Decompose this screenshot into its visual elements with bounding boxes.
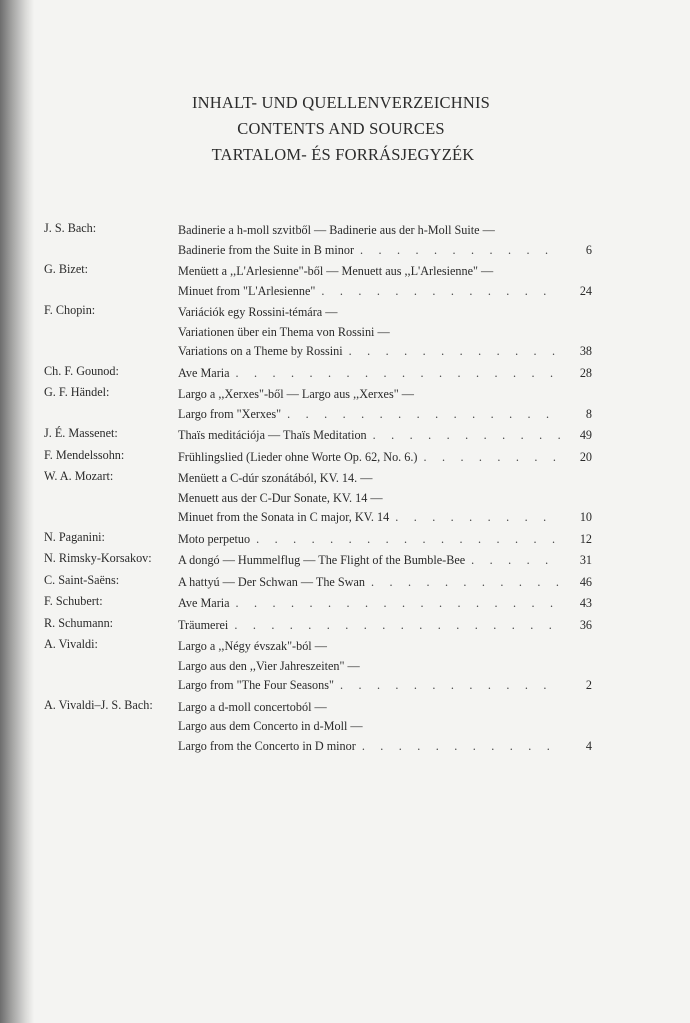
dot-leader (389, 508, 562, 528)
contents-entry (44, 637, 592, 696)
dot-leader (417, 448, 562, 468)
title-line (178, 594, 592, 614)
dot-leader (230, 594, 562, 614)
page-number: 6 (585, 242, 592, 257)
heading-german: INHALT- UND QUELLENVERZEICHNIS (191, 93, 491, 112)
piece-title: Träumerei (178, 617, 229, 632)
piece-title: Largo a d-moll concertoból — (178, 699, 327, 714)
contents-entry (44, 616, 592, 636)
page-number: 12 (579, 531, 592, 546)
title-line (178, 469, 592, 489)
composer-name: A. Vivaldi–J. S. Bach: (44, 697, 153, 712)
composer-name: R. Schumann: (44, 615, 114, 630)
title-line (178, 303, 592, 323)
dot-leader (334, 676, 562, 696)
contents-entry (44, 426, 592, 446)
piece-title: Menuett aus der C-Dur Sonate, KV. 14 — (178, 490, 383, 505)
title-line (178, 241, 592, 261)
piece-title: Minuet from the Sonata in C major, KV. 14 (178, 510, 390, 524)
dot-leader (354, 241, 562, 261)
page-number: 31 (579, 553, 592, 567)
page-number: 10 (579, 510, 592, 524)
dot-leader (315, 282, 562, 302)
title-line (178, 489, 592, 509)
dot-leader (367, 426, 562, 446)
page-number: 46 (579, 574, 592, 589)
title-line (178, 698, 592, 718)
piece-title: Menüett a C-dúr szonátából, KV. 14. — (178, 471, 373, 485)
title-line (178, 616, 592, 636)
piece-title: A dongó — Hummelflug — The Flight of the Bumble-Bee (178, 553, 466, 567)
title-line (178, 717, 592, 737)
piece-title: Variációk egy Rossini-témára — (178, 305, 338, 319)
piece-title: Largo from "Xerxes" (178, 406, 282, 421)
piece-title: Badinerie a h-moll szvitből — Badinerie aus der h-Moll Suite — (178, 223, 495, 237)
dot-leader (343, 342, 562, 362)
composer-name: W. A. Mozart: (44, 469, 114, 483)
piece-title: Ave Maria (178, 596, 230, 610)
composer-name: N. Rimsky-Korsakov: (44, 551, 152, 565)
title-line (178, 426, 592, 446)
dot-leader (250, 530, 562, 550)
page-number: 49 (579, 428, 592, 442)
composer-name: N. Paganini: (44, 529, 105, 544)
composer-name: Ch. F. Gounod: (44, 363, 119, 378)
composer-name: C. Saint-Saëns: (44, 572, 120, 587)
dot-leader (230, 364, 562, 384)
piece-title: Moto perpetuo (178, 531, 251, 546)
contents-entry (44, 573, 592, 593)
heading-hungarian: TARTALOM- ÉS FORRÁSJEGYZÉK (211, 145, 475, 164)
title-line (178, 342, 592, 362)
contents-entry (44, 448, 592, 468)
contents-entry (44, 303, 592, 362)
composer-name: F. Schubert: (44, 594, 103, 608)
piece-title: Variationen über ein Thema von Rossini — (178, 324, 390, 339)
contents-entry (44, 262, 592, 301)
piece-title: Badinerie from the Suite in B minor (178, 242, 355, 257)
composer-name: J. S. Bach: (44, 221, 97, 235)
title-line (178, 405, 592, 425)
title-line (178, 364, 592, 384)
dot-leader (356, 737, 562, 757)
page-number: 28 (579, 365, 592, 380)
contents-entry (44, 385, 592, 424)
composer-name: G. Bizet: (44, 262, 89, 276)
piece-title: Largo from "The Four Seasons" (178, 678, 334, 692)
piece-title: Variations on a Theme by Rossini (178, 344, 343, 358)
contents-entry (44, 364, 592, 384)
contents-entry (44, 551, 592, 571)
piece-title: Frühlingslied (Lieder ohne Worte Op. 62, No. 6.) (178, 449, 418, 464)
title-line (178, 657, 592, 677)
composer-name: G. F. Händel: (44, 385, 110, 399)
composer-name: A. Vivaldi: (44, 637, 98, 651)
title-line (178, 262, 592, 282)
title-line (178, 323, 592, 343)
dot-leader (228, 616, 562, 636)
piece-title: Largo from the Concerto in D minor (178, 738, 356, 753)
page-number: 20 (579, 449, 592, 464)
title-line (178, 676, 592, 696)
dot-leader (365, 573, 562, 593)
piece-title: Minuet from "L'Arlesienne" (178, 283, 316, 298)
piece-title: Menüett a ,,L'Arlesienne"-ből — Menuett aus ,,L'Arlesienne" — (178, 264, 494, 278)
title-line (178, 637, 592, 657)
contents-entry (44, 594, 592, 614)
title-line (178, 573, 592, 593)
page-number: 38 (579, 344, 592, 358)
title-line (178, 530, 592, 550)
title-line (178, 448, 592, 468)
title-line (178, 551, 592, 571)
page-number: 8 (585, 406, 592, 421)
title-line (178, 385, 592, 405)
contents-entry (44, 469, 592, 528)
dot-leader (465, 551, 562, 571)
title-line (178, 508, 592, 528)
piece-title: Largo aus den ,,Vier Jahreszeiten" — (178, 658, 360, 673)
piece-title: Largo aus dem Concerto in d-Moll — (178, 719, 363, 733)
title-line (178, 221, 592, 241)
heading-english: CONTENTS AND SOURCES (237, 119, 445, 138)
page-number: 2 (585, 678, 592, 692)
piece-title: Largo a ,,Xerxes"-ből — Largo aus ,,Xerxes" — (178, 387, 414, 401)
composer-name: J. É. Massenet: (44, 426, 118, 440)
contents-entry (44, 698, 592, 757)
title-line (178, 282, 592, 302)
dot-leader (281, 405, 562, 425)
contents-list (44, 221, 592, 758)
page-number: 36 (579, 617, 592, 632)
contents-entry (44, 530, 592, 550)
piece-title: Largo a ,,Négy évszak"-ból — (178, 639, 327, 653)
title-line (178, 737, 592, 757)
piece-title: Thaïs meditációja — Thaïs Meditation (178, 428, 367, 442)
piece-title: A hattyú — Der Schwan — The Swan (178, 574, 365, 589)
entry-spacer (44, 756, 592, 758)
page-number: 4 (585, 738, 592, 753)
contents-entry (44, 221, 592, 260)
composer-name: F. Mendelssohn: (44, 447, 125, 462)
composer-name: F. Chopin: (44, 303, 96, 317)
page-number: 24 (579, 283, 592, 298)
page-number: 43 (579, 596, 592, 610)
piece-title: Ave Maria (178, 365, 230, 380)
